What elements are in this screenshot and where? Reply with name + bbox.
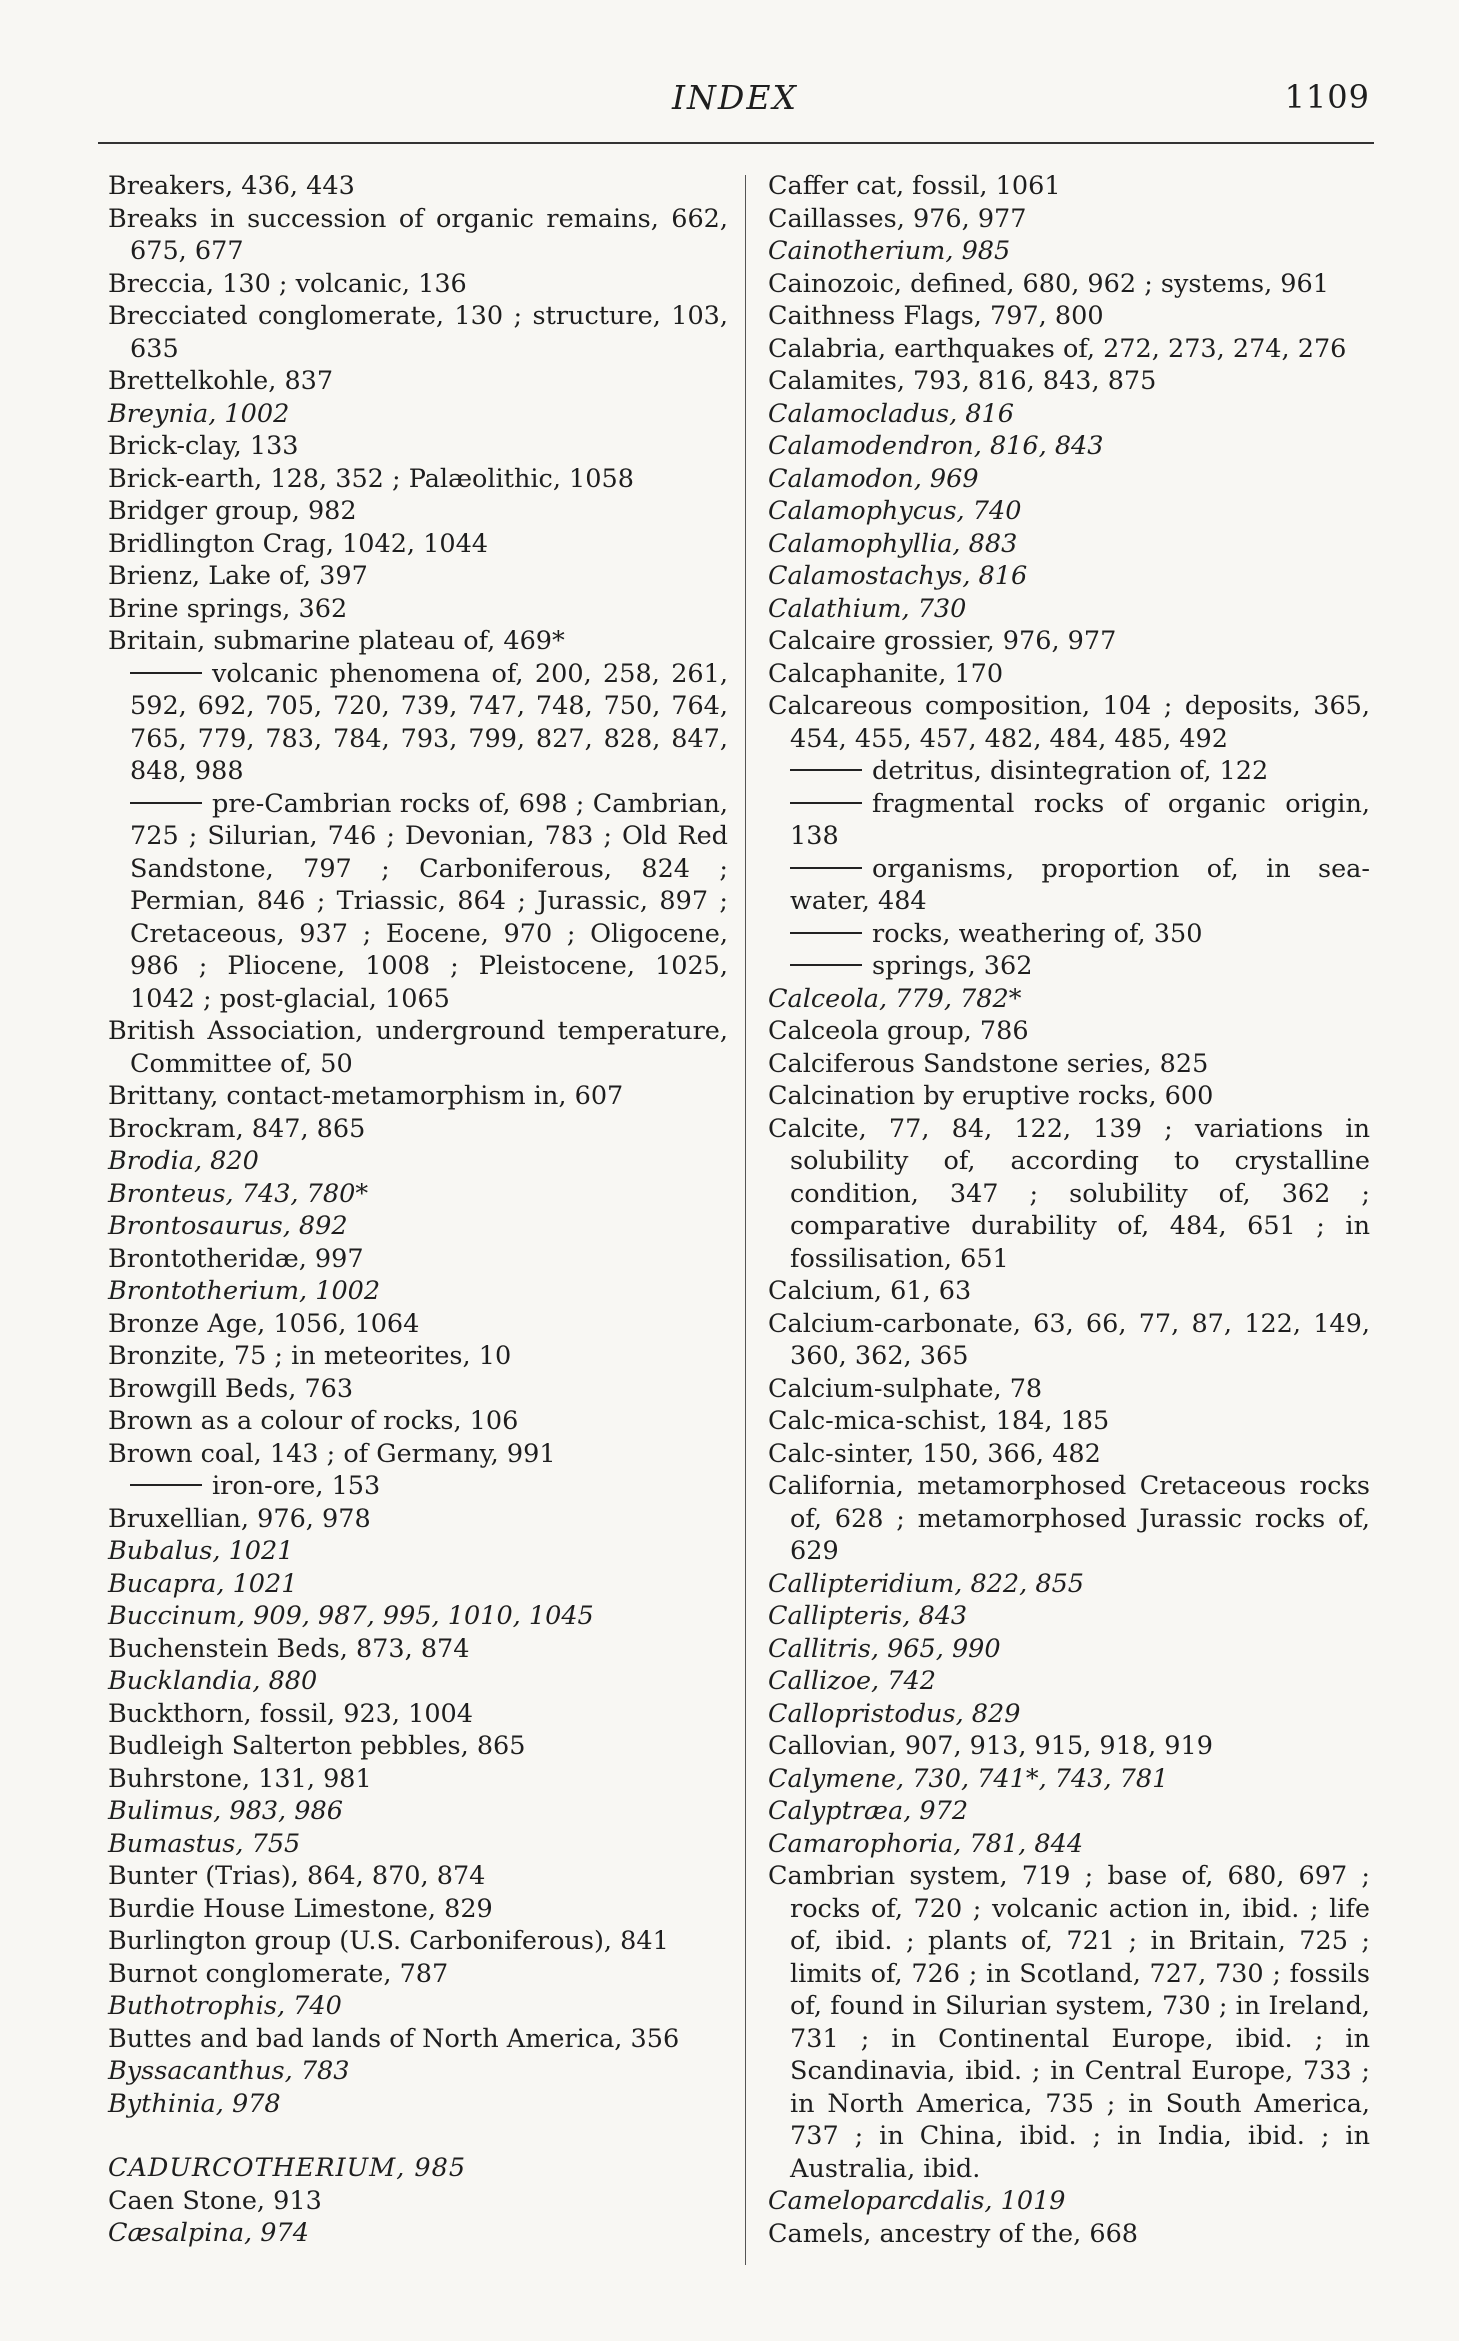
index-entry xyxy=(108,430,728,463)
index-entry xyxy=(108,463,728,496)
entry-text: Buckthorn, fossil, 923, 1004 xyxy=(108,1698,474,1729)
index-entry xyxy=(108,528,728,561)
index-entry xyxy=(108,2217,728,2250)
entry-text: Calceola group, 786 xyxy=(768,1016,1029,1046)
entry-text: Brecciated conglomerate, 130 ; structure, 103, 635 xyxy=(108,301,728,364)
entry-text: Bythinia, 978 xyxy=(108,2088,281,2119)
entry-text: Bruxellian, 976, 978 xyxy=(108,1503,371,1534)
index-entry xyxy=(108,1015,728,1080)
index-entry xyxy=(768,983,1370,1016)
index-entry xyxy=(108,1275,728,1308)
entry-text: Breakers, 436, 443 xyxy=(108,171,355,201)
index-entry xyxy=(108,1600,728,1633)
index-entry xyxy=(768,1665,1370,1698)
index-entry xyxy=(108,1145,728,1178)
entry-text: Bronteus, 743, 780* xyxy=(108,1178,369,1209)
entry-text: volcanic phenomena of, 200, 258, 261, 592, 692, 705, 720, 739, 747, 748, 750, 764, 765, 779, 783, 784, 793, 799, 827, 828, 847, 848, 988 xyxy=(130,658,728,786)
entry-text: Calcareous composition, 104 ; deposits, 365, 454, 455, 457, 482, 484, 485, 492 xyxy=(768,691,1370,754)
entry-text: Caithness Flags, 797, 800 xyxy=(768,301,1104,331)
entry-text: Calceola, 779, 782* xyxy=(768,983,1022,1014)
index-entry xyxy=(768,1275,1370,1308)
ditto-dash xyxy=(130,672,202,674)
page-header xyxy=(100,78,1370,128)
entry-text: Buttes and bad lands of North America, 356 xyxy=(108,2023,680,2054)
entry-text: iron-ore, 153 xyxy=(212,1471,381,1501)
entry-text: British Association, underground temperature, Committee of, 50 xyxy=(108,1016,728,1079)
index-entry xyxy=(108,1633,728,1666)
entry-text: Brontotherium, 1002 xyxy=(108,1276,381,1306)
index-entry xyxy=(108,2152,728,2185)
page-title: INDEX xyxy=(672,78,798,117)
index-entry xyxy=(768,1373,1370,1406)
index-entry xyxy=(768,235,1370,268)
index-entry xyxy=(768,1795,1370,1828)
entry-text: fragmental rocks of organic origin, 138 xyxy=(790,788,1370,851)
index-entry xyxy=(768,1763,1370,1796)
index-subentry xyxy=(768,950,1370,983)
entry-text: organisms, proportion of, in sea-water, 484 xyxy=(790,853,1370,916)
index-entry xyxy=(768,365,1370,398)
entry-text: Calamostachys, 816 xyxy=(768,561,1028,591)
page-number: 1109 xyxy=(1284,78,1370,116)
entry-text: Buthotrophis, 740 xyxy=(108,1991,342,2021)
entry-text: Calamophycus, 740 xyxy=(768,496,1022,526)
index-entry xyxy=(108,1990,728,2023)
entry-text: Cainotherium, 985 xyxy=(768,236,1011,266)
entry-text: Calamites, 793, 816, 843, 875 xyxy=(768,366,1157,396)
index-entry xyxy=(108,300,728,365)
entry-text: Caffer cat, fossil, 1061 xyxy=(768,171,1061,201)
index-entry xyxy=(108,1438,728,1471)
ditto-dash xyxy=(790,867,862,869)
entry-text: Burdie House Limestone, 829 xyxy=(108,1893,493,1924)
entry-text: Calyptræa, 972 xyxy=(768,1796,969,1826)
index-entry xyxy=(108,1893,728,1926)
entry-text: Calcination by eruptive rocks, 600 xyxy=(768,1081,1214,1111)
index-entry xyxy=(108,1828,728,1861)
entry-text: Breaks in succession of organic remains, 662, 675, 677 xyxy=(108,203,728,266)
index-entry xyxy=(108,1080,728,1113)
index-subentry xyxy=(768,755,1370,788)
index-subentry xyxy=(768,788,1370,853)
index-entry xyxy=(108,495,728,528)
entry-text: Caen Stone, 913 xyxy=(108,2185,322,2216)
entry-text: Brick-earth, 128, 352 ; Palæolithic, 1058 xyxy=(108,463,634,494)
entry-text: Bridlington Crag, 1042, 1044 xyxy=(108,528,489,559)
entry-text: Cainozoic, defined, 680, 962 ; systems, 961 xyxy=(768,268,1329,299)
ditto-dash xyxy=(790,802,862,804)
ditto-dash xyxy=(790,964,862,966)
index-entry xyxy=(108,1665,728,1698)
index-entry xyxy=(768,1080,1370,1113)
index-entry xyxy=(108,1763,728,1796)
entry-text: Bucklandia, 880 xyxy=(108,1666,318,1696)
entry-text: Calymene, 730, 741*, 743, 781 xyxy=(768,1763,1169,1794)
index-entry xyxy=(108,1405,728,1438)
index-entry xyxy=(108,2088,728,2121)
index-entry xyxy=(768,430,1370,463)
index-entry xyxy=(108,560,728,593)
entry-text: Calcium, 61, 63 xyxy=(768,1276,972,1306)
entry-text: Calcite, 77, 84, 122, 139 ; variations in solubility of, according to crystalline condition, 347 ; solubility of, 362 ; comparative durability of, 484, 651 ; in fossilisation, 651 xyxy=(768,1113,1370,1274)
index-subentry xyxy=(108,658,728,788)
entry-text: Budleigh Salterton pebbles, 865 xyxy=(108,1731,526,1761)
index-entry xyxy=(108,1860,728,1893)
entry-text: springs, 362 xyxy=(872,951,1033,981)
index-entry xyxy=(108,2055,728,2088)
entry-text: Brine springs, 362 xyxy=(108,593,348,624)
entry-text: Brodia, 820 xyxy=(108,1146,259,1176)
entry-text: Burnot conglomerate, 787 xyxy=(108,1958,449,1989)
entry-text: Camarophoria, 781, 844 xyxy=(768,1828,1084,1859)
entry-text: Brittany, contact-metamorphism in, 607 xyxy=(108,1081,624,1111)
index-entry xyxy=(768,1015,1370,1048)
entry-text: Calcium-carbonate, 63, 66, 77, 87, 122, 149, 360, 362, 365 xyxy=(768,1308,1370,1371)
index-entry xyxy=(768,1568,1370,1601)
entry-text: Callizoe, 742 xyxy=(768,1666,936,1696)
entry-text: Calathium, 730 xyxy=(768,593,967,624)
index-subentry xyxy=(768,918,1370,951)
entry-text: Browgill Beds, 763 xyxy=(108,1373,354,1404)
index-entry xyxy=(108,1535,728,1568)
ditto-dash xyxy=(790,769,862,771)
entry-text: Callipteridium, 822, 855 xyxy=(768,1568,1085,1599)
index-entry xyxy=(108,1698,728,1731)
index-entry xyxy=(108,1730,728,1763)
index-entry xyxy=(108,1340,728,1373)
index-entry xyxy=(108,2023,728,2056)
entry-text: Calamodendron, 816, 843 xyxy=(768,431,1104,461)
entry-text: Callovian, 907, 913, 915, 918, 919 xyxy=(768,1731,1213,1761)
index-entry xyxy=(768,463,1370,496)
entry-text: Brown as a colour of rocks, 106 xyxy=(108,1406,519,1436)
entry-text: Britain, submarine plateau of, 469* xyxy=(108,626,565,656)
index-entry xyxy=(108,1308,728,1341)
index-entry xyxy=(768,170,1370,203)
index-entry xyxy=(768,1470,1370,1568)
section-gap xyxy=(108,2120,728,2152)
index-entry xyxy=(768,1048,1370,1081)
entry-text: Calamodon, 969 xyxy=(768,463,979,494)
entry-text: Calciferous Sandstone series, 825 xyxy=(768,1048,1209,1079)
entry-text: Calcaire grossier, 976, 977 xyxy=(768,626,1117,656)
entry-text: Breccia, 130 ; volcanic, 136 xyxy=(108,268,467,299)
index-entry xyxy=(108,1113,728,1146)
entry-text: Buchenstein Beds, 873, 874 xyxy=(108,1633,470,1664)
index-entry xyxy=(108,593,728,626)
index-entry xyxy=(768,1308,1370,1373)
index-entry xyxy=(768,1860,1370,2185)
index-entry xyxy=(768,1698,1370,1731)
entry-text: rocks, weathering of, 350 xyxy=(872,918,1203,949)
entry-text: Calc-mica-schist, 184, 185 xyxy=(768,1406,1110,1436)
entry-text: detritus, disintegration of, 122 xyxy=(872,756,1269,786)
entry-text: pre-Cambrian rocks of, 698 ; Cambrian, 725 ; Silurian, 746 ; Devonian, 783 ; Old Red Sandstone, 797 ; Carboniferous, 824 ; Permian, 846 ; Triassic, 864 ; Jurassic, 897 ; Cretaceous, 937 ; Eocene, 970 ; Oligocene, 986 ; Pliocene, 1008 ; Pleistocene, 1025, 1042 ; post-glacial, 1065 xyxy=(130,788,728,1014)
entry-text: Byssacanthus, 783 xyxy=(108,2056,350,2086)
index-entry xyxy=(108,1958,728,1991)
index-entry xyxy=(768,1828,1370,1861)
entry-text: Callipteris, 843 xyxy=(768,1601,968,1631)
entry-text: Brettelkohle, 837 xyxy=(108,366,334,396)
entry-text: Camels, ancestry of the, 668 xyxy=(768,2218,1139,2249)
entry-text: Bridger group, 982 xyxy=(108,496,357,526)
index-entry xyxy=(768,1113,1370,1276)
entry-text: Caillasses, 976, 977 xyxy=(768,203,1027,234)
index-entry xyxy=(108,625,728,658)
index-subentry xyxy=(108,1470,728,1503)
index-entry xyxy=(108,365,728,398)
entry-text: Buhrstone, 131, 981 xyxy=(108,1763,372,1794)
index-entry xyxy=(768,560,1370,593)
index-entry xyxy=(768,495,1370,528)
entry-text: Calamocladus, 816 xyxy=(768,398,1014,429)
index-column-left xyxy=(108,170,728,2250)
entry-text: Brontotheridæ, 997 xyxy=(108,1243,364,1274)
entry-text: Brick-clay, 133 xyxy=(108,431,299,461)
entry-text: Callitris, 965, 990 xyxy=(768,1633,1001,1664)
index-entry xyxy=(768,268,1370,301)
entry-text: Brienz, Lake of, 397 xyxy=(108,561,368,591)
index-entry xyxy=(768,333,1370,366)
index-entry xyxy=(768,300,1370,333)
entry-text: Brontosaurus, 892 xyxy=(108,1211,348,1241)
index-entry xyxy=(108,398,728,431)
index-entry xyxy=(108,1243,728,1276)
entry-text: Bulimus, 983, 986 xyxy=(108,1796,343,1826)
index-entry xyxy=(768,658,1370,691)
entry-text: Calamophyllia, 883 xyxy=(768,528,1018,559)
index-entry xyxy=(108,1178,728,1211)
index-entry xyxy=(768,398,1370,431)
entry-text: Callopristodus, 829 xyxy=(768,1698,1021,1729)
index-entry xyxy=(108,1925,728,1958)
index-entry xyxy=(108,2185,728,2218)
index-entry xyxy=(768,2218,1370,2251)
index-entry xyxy=(768,528,1370,561)
index-subentry xyxy=(768,853,1370,918)
entry-text: Bumastus, 755 xyxy=(108,1828,301,1859)
entry-text: Bunter (Trias), 864, 870, 874 xyxy=(108,1861,486,1891)
index-entry xyxy=(768,2185,1370,2218)
index-entry xyxy=(108,203,728,268)
entry-text: Bucapra, 1021 xyxy=(108,1568,298,1599)
entry-text: Burlington group (U.S. Carboniferous), 841 xyxy=(108,1926,669,1956)
index-subentry xyxy=(108,788,728,1016)
index-entry xyxy=(108,1795,728,1828)
entry-text: Cambrian system, 719 ; base of, 680, 697 ; rocks of, 720 ; volcanic action in, ibid. ; life of, ibid. ; plants of, 721 ; in Britain, 725 ; limits of, 726 ; in Scotland, 727, 730 ; fossils of, found in Silurian system, 730 ; in Ireland, 731 ; in Continental Europe, ibid. ; in Scandinavia, ibid. ; in Central Europe, 733 ; in North America, 735 ; in South America, 737 ; in China, ibid. ; in India, ibid. ; in Australia, ibid. xyxy=(768,1861,1370,2184)
entry-text: CADURCOTHERIUM, 985 xyxy=(108,2153,467,2183)
entry-text: Calc-sinter, 150, 366, 482 xyxy=(768,1438,1101,1469)
entry-text: Brown coal, 143 ; of Germany, 991 xyxy=(108,1438,556,1469)
index-entry xyxy=(768,1730,1370,1763)
entry-text: Breynia, 1002 xyxy=(108,398,290,429)
entry-text: Bronzite, 75 ; in meteorites, 10 xyxy=(108,1341,512,1371)
entry-text: Cæsalpina, 974 xyxy=(108,2218,309,2248)
header-rule xyxy=(98,142,1374,144)
ditto-dash xyxy=(790,932,862,934)
index-entry xyxy=(108,1373,728,1406)
entry-text: Calabria, earthquakes of, 272, 273, 274, 276 xyxy=(768,333,1347,364)
entry-text: Buccinum, 909, 987, 995, 1010, 1045 xyxy=(108,1601,594,1631)
entry-text: California, metamorphosed Cretaceous rocks of, 628 ; metamorphosed Jurassic rocks of, 629 xyxy=(768,1471,1370,1566)
ditto-dash xyxy=(130,802,202,804)
index-entry xyxy=(108,268,728,301)
index-entry xyxy=(768,1405,1370,1438)
index-entry xyxy=(768,690,1370,755)
index-entry xyxy=(768,203,1370,236)
entry-text: Calcium-sulphate, 78 xyxy=(768,1373,1043,1404)
entry-text: Cameloparcdalis, 1019 xyxy=(768,2186,1066,2216)
ditto-dash xyxy=(130,1484,202,1486)
index-entry xyxy=(108,1568,728,1601)
index-entry xyxy=(768,593,1370,626)
index-entry xyxy=(768,1438,1370,1471)
entry-text: Bubalus, 1021 xyxy=(108,1536,294,1566)
index-entry xyxy=(108,170,728,203)
index-entry xyxy=(768,1633,1370,1666)
entry-text: Brockram, 847, 865 xyxy=(108,1113,366,1144)
index-column-right xyxy=(768,170,1370,2250)
index-entry xyxy=(768,1600,1370,1633)
index-entry xyxy=(768,625,1370,658)
index-entry xyxy=(108,1503,728,1536)
entry-text: Calcaphanite, 170 xyxy=(768,658,1004,689)
entry-text: Bronze Age, 1056, 1064 xyxy=(108,1308,420,1339)
column-divider xyxy=(745,175,746,2265)
index-entry xyxy=(108,1210,728,1243)
